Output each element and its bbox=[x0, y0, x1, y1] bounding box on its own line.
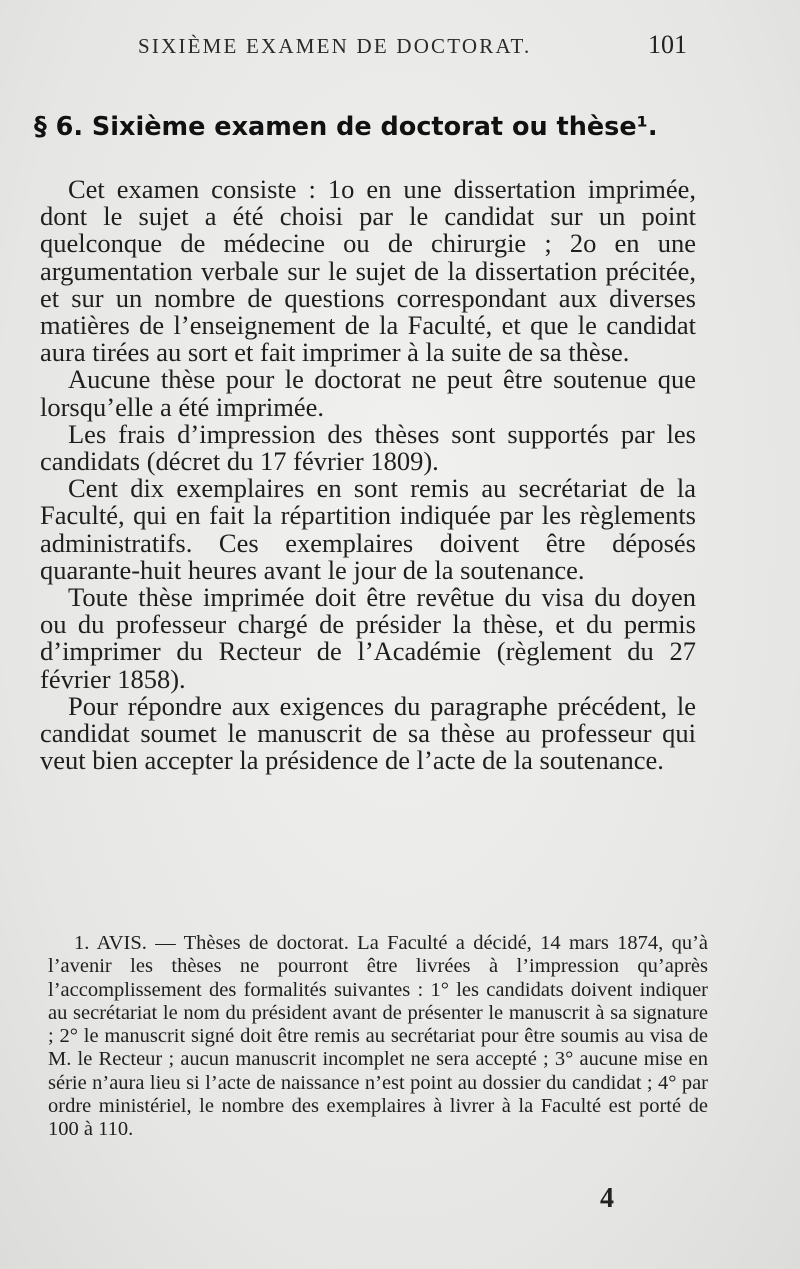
body-paragraph: Pour répondre aux exigences du paragraphe précédent, le candidat soumet le manuscrit de sa thèse au professeur qui veut bien accepter la présidence de l’acte de la soutenance. bbox=[40, 690, 696, 776]
page-number: 101 bbox=[648, 30, 687, 59]
body-paragraph: Aucune thèse pour le doctorat ne peut être soutenue que lorsqu’elle a été imprimée. bbox=[40, 364, 696, 422]
running-title: SIXIÈME EXAMEN DE DOCTORAT. bbox=[138, 34, 532, 58]
body-text bbox=[40, 176, 696, 774]
section-heading: § 6. Sixième examen de doctorat ou thèse¹. bbox=[34, 112, 658, 142]
body-paragraph: Les frais d’impression des thèses sont supportés par les candidats (décret du 17 février 1809). bbox=[40, 418, 696, 477]
body-paragraph: Cet examen consiste : 1o en une dissertation imprimée, dont le sujet a été choisi par le candidat sur un point quelconque de médecine ou de chirurgie ; 2o en une argumentation verbale sur le sujet de la dissertation précitée, et sur un nombre de questions correspondant aux diverses matières de l’enseignement de la Faculté, et que le candidat aura tirées au sort et fait imprimer à la suite de sa thèse. bbox=[40, 174, 696, 368]
running-head bbox=[0, 30, 800, 64]
body-paragraph: Cent dix exemplaires en sont remis au secrétariat de la Faculté, qui en fait la répartition indiquée par les règlements administratifs. Ces exemplaires doivent être déposés quarante-huit heures avant le jour de la soutenance. bbox=[40, 473, 696, 585]
footnote bbox=[48, 932, 708, 1142]
footnote-text: 1. AVIS. — Thèses de doctorat. La Faculté a décidé, 14 mars 1874, qu’à l’avenir les thèses ne pourront être livrées à l’impression qu’après l’accomplissement des formalités suivantes : 1° les candidats doivent indiquer au secrétariat le nom du président avant de présenter le manuscrit à sa signature ; 2° le manuscrit signé doit être remis au secrétariat pour être soumis au visa de M. le Recteur ; aucun manuscrit incomplet ne sera accepté ; 3° aucune mise en série n’aura lieu si l’acte de naissance n’est point au dossier du candidat ; 4° par ordre ministériel, le nombre des exemplaires à livrer à la Faculté est porté de 100 à 110. bbox=[48, 932, 708, 1141]
body-paragraph: Toute thèse imprimée doit être revêtue du visa du doyen ou du professeur chargé de présider la thèse, et du permis d’imprimer du Recteur de l’Académie (règlement du 27 février 1858). bbox=[40, 582, 696, 694]
signature-mark: 4 bbox=[600, 1183, 614, 1214]
